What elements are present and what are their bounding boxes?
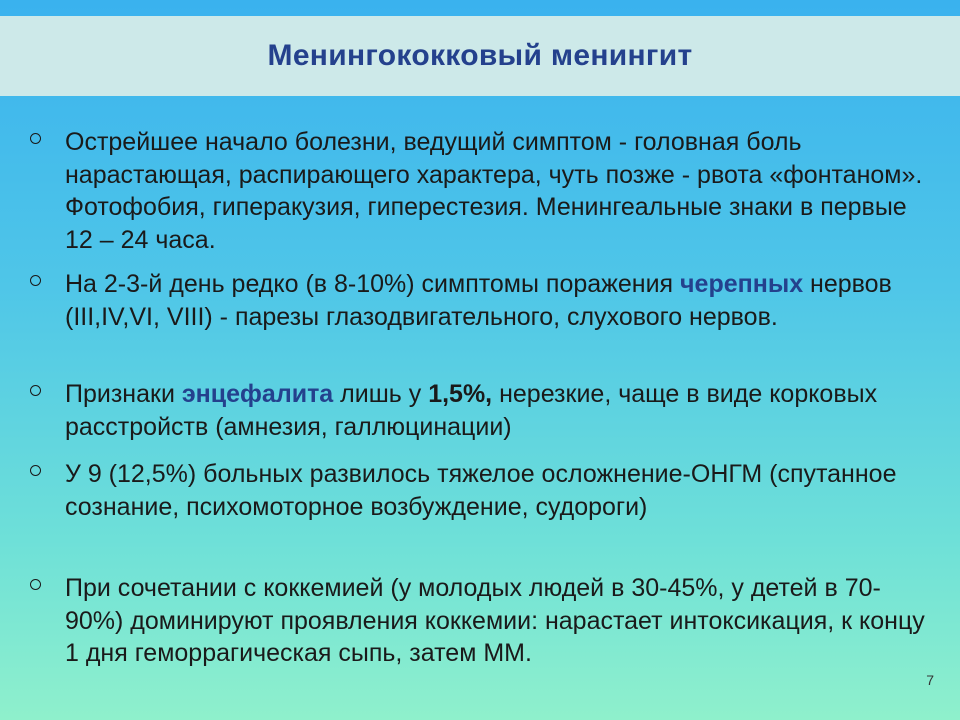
bullet-item-coccemia [30,572,930,670]
bullet-text-part: лишь у [333,380,429,408]
bullet-text [65,268,930,333]
bullet-text: При сочетании с коккемией (у молодых людей в 30-45%, у детей в 70-90%) доминируют проявления коккемии: нарастает интоксикация, к концу 1 дня геморрагическая сыпь, затем ММ. [65,574,925,667]
bullet-item-complication [30,458,930,523]
circle-bullet-icon [30,385,41,396]
highlight-term: черепных [680,270,804,298]
bullet-text-part: На 2-3-й день редко (в 8-10%) симптомы поражения [65,270,681,298]
page-number: 7 [926,672,934,688]
strong-value: 1,5%, [428,380,493,408]
bullet-item-cranial-nerves [30,268,930,333]
circle-bullet-icon [30,133,41,144]
highlight-term: энцефалита [181,380,334,408]
bullet-text [65,378,930,443]
bullet-text-part: нерезкие, чаще в виде корковых расстройств (амнезия, галлюцинации) [65,380,878,441]
bullet-text-part: Признаки [65,380,182,408]
bullet-text: У 9 (12,5%) больных развилось тяжелое осложнение-ОНГМ (спутанное сознание, психомоторное возбуждение, судороги) [65,460,897,521]
bullet-item-onset [30,126,930,256]
bullet-item-encephalitis [30,378,930,443]
circle-bullet-icon [30,465,41,476]
bullet-text-part: нервов (III,IV,VI, VIII) - парезы глазодвигательного, слухового нервов. [65,270,892,331]
bullet-text: Острейшее начало болезни, ведущий симптом - головная боль нарастающая, распирающего характера, чуть позже - рвота «фонтаном». Фотофобия, гиперакузия, гиперестезия. Менингеальные знаки в первые 12 – 24 часа. [65,128,923,254]
slide-title: Менингококковый менингит [267,39,693,72]
circle-bullet-icon [30,579,41,590]
circle-bullet-icon [30,275,41,286]
